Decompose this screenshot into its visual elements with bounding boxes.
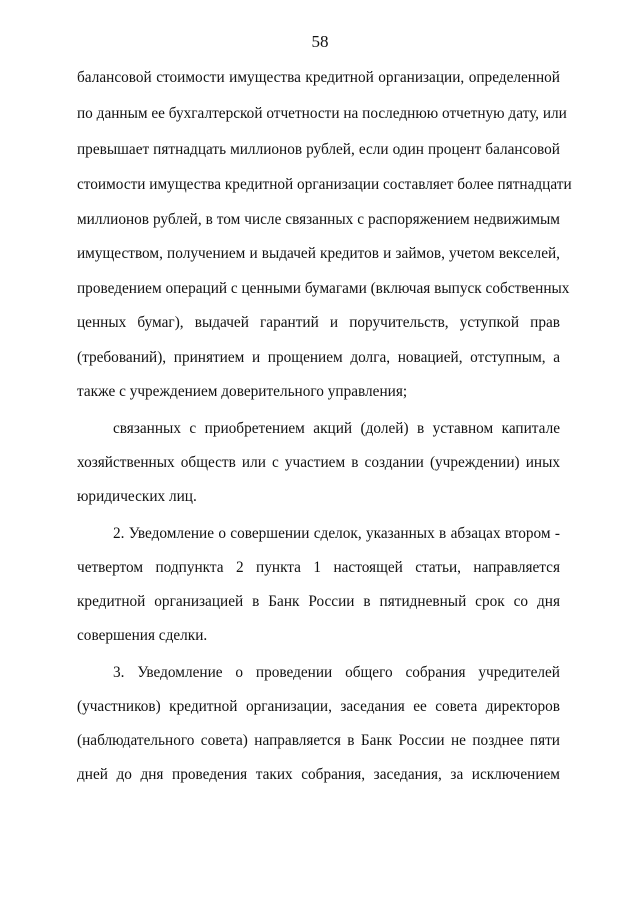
text-line: (требований), принятием и прощением долга, новацией, отступным, а xyxy=(77,349,560,366)
page-number: 58 xyxy=(311,32,329,51)
text-line: (участников) кредитной организации, заседания ее совета директоров xyxy=(77,698,560,715)
text-line: стоимости имущества кредитной организации составляет более пятнадцати xyxy=(77,176,572,193)
text-line: дней до дня проведения таких собрания, заседания, за исключением xyxy=(77,766,560,783)
text-line: балансовой стоимости имущества кредитной организации, определенной xyxy=(77,69,560,86)
text-line: совершения сделки. xyxy=(77,627,208,644)
text-line: хозяйственных обществ или с участием в создании (учреждении) иных xyxy=(77,454,560,471)
text-line: по данным ее бухгалтерской отчетности на последнюю отчетную дату, или xyxy=(77,105,567,122)
text-line: миллионов рублей, в том числе связанных с распоряжением недвижимым xyxy=(77,211,560,228)
text-line: кредитной организацией в Банк России в пятидневный срок со дня xyxy=(77,593,560,610)
text-line: четвертом подпункта 2 пункта 1 настоящей статьи, направляется xyxy=(77,559,560,576)
text-line: 2. Уведомление о совершении сделок, указанных в абзацах втором - xyxy=(113,525,560,542)
text-line: юридических лиц. xyxy=(77,488,197,505)
text-line: проведением операций с ценными бумагами (включая выпуск собственных xyxy=(77,280,570,297)
text-line: ценных бумаг), выдачей гарантий и поручительств, уступкой прав xyxy=(77,314,560,331)
text-line: также с учреждением доверительного управления; xyxy=(77,383,408,400)
text-line: связанных с приобретением акций (долей) в уставном капитале xyxy=(113,420,560,437)
text-line: 3. Уведомление о проведении общего собрания учредителей xyxy=(113,664,560,681)
text-line: имуществом, получением и выдачей кредитов и займов, учетом векселей, xyxy=(77,245,560,262)
text-line: превышает пятнадцать миллионов рублей, если один процент балансовой xyxy=(77,141,560,158)
text-line: (наблюдательного совета) направляется в Банк России не позднее пяти xyxy=(77,732,560,749)
